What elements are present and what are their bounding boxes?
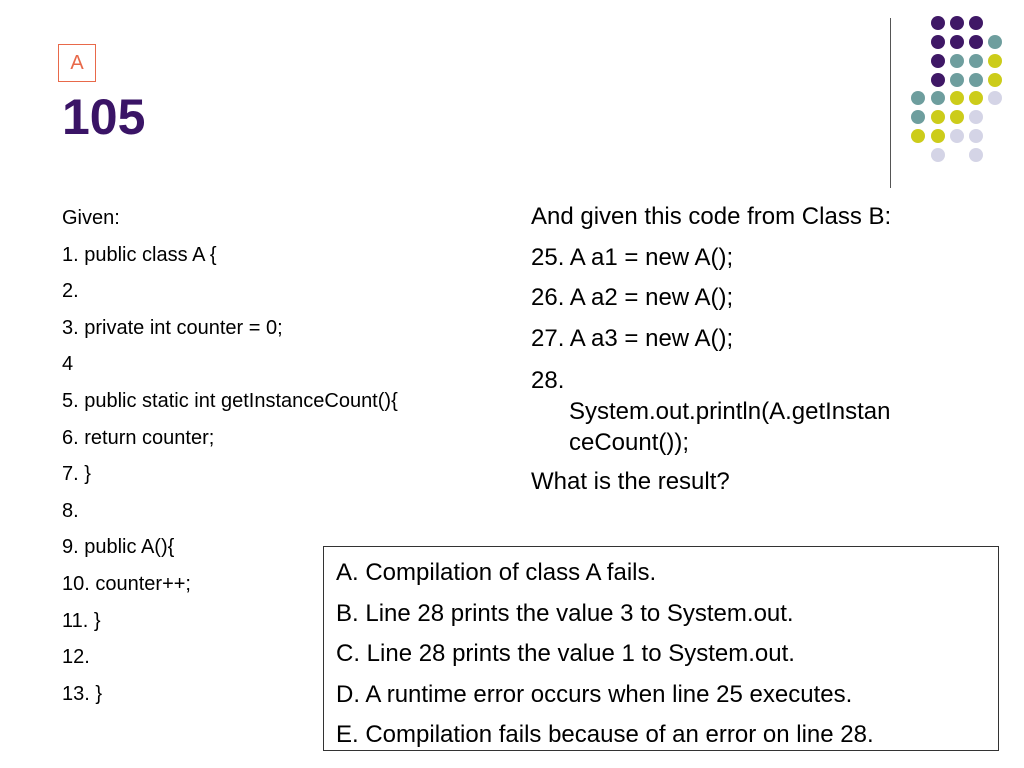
line-28-code-part-1: System.out.println(A.getInstan (569, 398, 891, 426)
decorative-dot (950, 91, 964, 105)
class-b-intro: And given this code from Class B: (531, 203, 892, 230)
decorative-dot (950, 129, 964, 143)
decorative-dot (969, 73, 983, 87)
question-text: What is the result? (531, 468, 730, 496)
code-line: 12. (62, 646, 90, 669)
decorative-dot (950, 54, 964, 68)
decorative-dot (931, 110, 945, 124)
decorative-dot (969, 110, 983, 124)
option-e: E. Compilation fails because of an error on line 28. (336, 721, 874, 749)
code-line: 1. public class A { (62, 243, 217, 266)
code-line: 7. } (62, 463, 91, 486)
slide-title: 105 (62, 89, 146, 145)
decorative-dot (931, 129, 945, 143)
decorative-dot (988, 91, 1002, 105)
code-line: 3. private int counter = 0; (62, 316, 283, 339)
decorative-dot (969, 35, 983, 49)
option-b: B. Line 28 prints the value 3 to System.out. (336, 599, 794, 627)
code-line: 9. public A(){ (62, 536, 175, 559)
decorative-dot (931, 73, 945, 87)
decorative-dot (911, 129, 925, 143)
decorative-dot-grid (0, 0, 1024, 200)
decorative-dot (969, 91, 983, 105)
decorative-dot (950, 73, 964, 87)
code-line: 11. } (62, 609, 101, 632)
decorative-dot (931, 54, 945, 68)
decorative-dot (931, 148, 945, 162)
answer-options-box (323, 546, 999, 751)
decorative-dot (931, 16, 945, 30)
code-line: 8. (62, 499, 79, 522)
code-line: 4 (62, 353, 74, 376)
decorative-dot (988, 73, 1002, 87)
decorative-dot (950, 110, 964, 124)
decorative-dot (931, 35, 945, 49)
code-line: 27. A a3 = new A(); (531, 324, 734, 352)
code-line: 26. A a2 = new A(); (531, 284, 734, 312)
decorative-dot (911, 91, 925, 105)
decorative-dot (988, 35, 1002, 49)
code-line: Given: (62, 207, 120, 229)
option-d: D. A runtime error occurs when line 25 executes. (336, 680, 853, 708)
decorative-dot (911, 110, 925, 124)
code-line: 25. A a1 = new A(); (531, 243, 734, 271)
code-line: 6. return counter; (62, 426, 215, 449)
decorative-dot (931, 91, 945, 105)
option-a: A. Compilation of class A fails. (336, 559, 657, 586)
decorative-dot (950, 16, 964, 30)
decorative-dot (969, 148, 983, 162)
code-line-28 (531, 359, 971, 462)
decorative-divider-line (890, 18, 891, 188)
decorative-dot (969, 16, 983, 30)
answer-tag: A (58, 44, 96, 82)
decorative-dot (988, 54, 1002, 68)
code-line: 13. } (62, 682, 103, 705)
decorative-dot (969, 54, 983, 68)
code-line: 5. public static int getInstanceCount(){ (62, 389, 398, 412)
code-line: 10. counter++; (62, 572, 191, 595)
line-28-code-part-2: ceCount()); (569, 429, 690, 457)
line-28-number: 28. (531, 367, 565, 395)
option-c: C. Line 28 prints the value 1 to System.out. (336, 640, 795, 668)
class-b-code-block (531, 197, 971, 503)
decorative-dot (969, 129, 983, 143)
decorative-dot (950, 35, 964, 49)
code-line: 2. (62, 280, 79, 303)
